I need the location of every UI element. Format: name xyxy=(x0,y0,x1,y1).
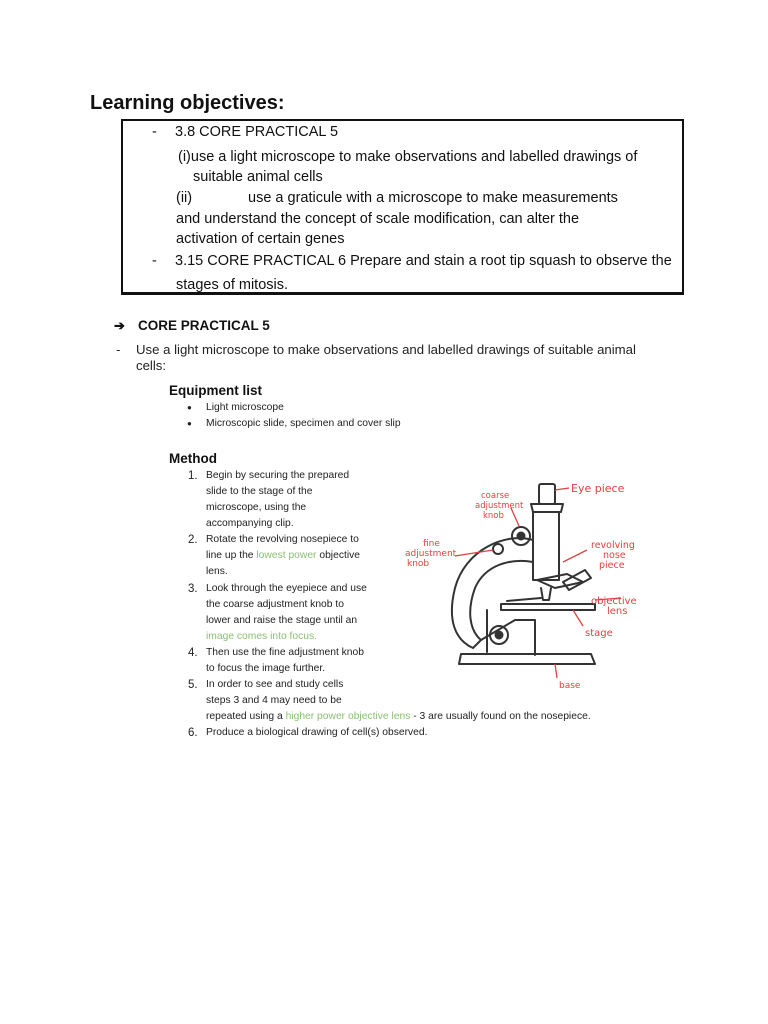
step-text: steps 3 and 4 may need to be xyxy=(206,695,342,706)
bullet-dash: - xyxy=(116,342,121,357)
step-text: to focus the image further. xyxy=(206,663,326,674)
label-coarse: adjustment xyxy=(475,501,524,511)
label-coarse: knob xyxy=(483,511,504,521)
equipment-title: Equipment list xyxy=(169,383,263,398)
arrow-icon: ➔ xyxy=(114,318,125,333)
step-text: slide to the stage of the xyxy=(206,486,313,497)
step-text: Produce a biological drawing of cell(s) observed. xyxy=(206,727,428,738)
step-text: microscope, using the xyxy=(206,502,307,513)
step-number: 5. xyxy=(188,679,198,691)
objective-line: stages of mitosis. xyxy=(176,277,289,293)
step-text: In order to see and study cells xyxy=(206,679,344,690)
method-title: Method xyxy=(169,451,217,466)
label-revolving: nose xyxy=(603,550,626,561)
step-text: repeated using a higher power objective lens - 3 are usually found on the nosepiece. xyxy=(206,711,591,722)
bullet-dot: ● xyxy=(187,419,192,428)
section-heading: CORE PRACTICAL 5 xyxy=(138,318,270,333)
label-revolving: revolving xyxy=(591,540,635,551)
objective-line: activation of certain genes xyxy=(176,231,345,247)
intro-text: Use a light microscope to make observations and labelled drawings of suitable animal xyxy=(136,342,636,357)
step-text: accompanying clip. xyxy=(206,518,294,529)
label-fine: knob xyxy=(407,559,430,569)
objective-line: use a graticule with a microscope to make measurements xyxy=(248,190,618,206)
step-number: 3. xyxy=(188,583,198,595)
step-text: Then use the fine adjustment knob xyxy=(206,647,364,658)
bullet-dash: - xyxy=(152,124,157,140)
label-revolving: piece xyxy=(599,560,625,571)
objective-number: (ii) xyxy=(176,190,193,206)
objective-line: (i)use a light microscope to make observations and labelled drawings of xyxy=(178,149,638,165)
microscope-diagram xyxy=(395,470,655,695)
label-objective: lens xyxy=(607,606,628,617)
step-number: 1. xyxy=(188,470,198,482)
step-text: line up the lowest power objective xyxy=(206,550,360,561)
equipment-item: Microscopic slide, specimen and cover slip xyxy=(206,418,401,429)
step-text: the coarse adjustment knob to xyxy=(206,599,344,610)
step-text: lens. xyxy=(206,566,228,577)
label-objective: objective xyxy=(591,596,637,607)
bullet-dash: - xyxy=(152,253,157,269)
label-eye-piece: Eye piece xyxy=(571,482,625,495)
step-text: Rotate the revolving nosepiece to xyxy=(206,534,359,545)
objective-line: 3.15 CORE PRACTICAL 6 Prepare and stain a root tip squash to observe the xyxy=(175,253,672,269)
objective-line: suitable animal cells xyxy=(193,169,323,185)
step-text: Look through the eyepiece and use xyxy=(206,583,367,594)
label-fine: fine xyxy=(423,539,440,549)
step-text-highlight: image comes into focus. xyxy=(206,631,318,642)
label-coarse: coarse xyxy=(481,491,510,501)
step-text: Begin by securing the prepared xyxy=(206,470,350,481)
objective-line: and understand the concept of scale modification, can alter the xyxy=(176,211,580,227)
step-number: 4. xyxy=(188,647,198,659)
step-number: 6. xyxy=(188,727,198,739)
page-title: Learning objectives: xyxy=(90,92,285,114)
intro-text: cells: xyxy=(136,358,167,373)
step-text: lower and raise the stage until an xyxy=(206,615,358,626)
bullet-dot: ● xyxy=(187,403,192,412)
equipment-item: Light microscope xyxy=(206,402,284,413)
step-number: 2. xyxy=(188,534,198,546)
objective-line: 3.8 CORE PRACTICAL 5 xyxy=(175,124,339,140)
label-stage: stage xyxy=(585,628,613,639)
label-fine: adjustment xyxy=(405,549,457,559)
label-base: base xyxy=(559,681,581,691)
